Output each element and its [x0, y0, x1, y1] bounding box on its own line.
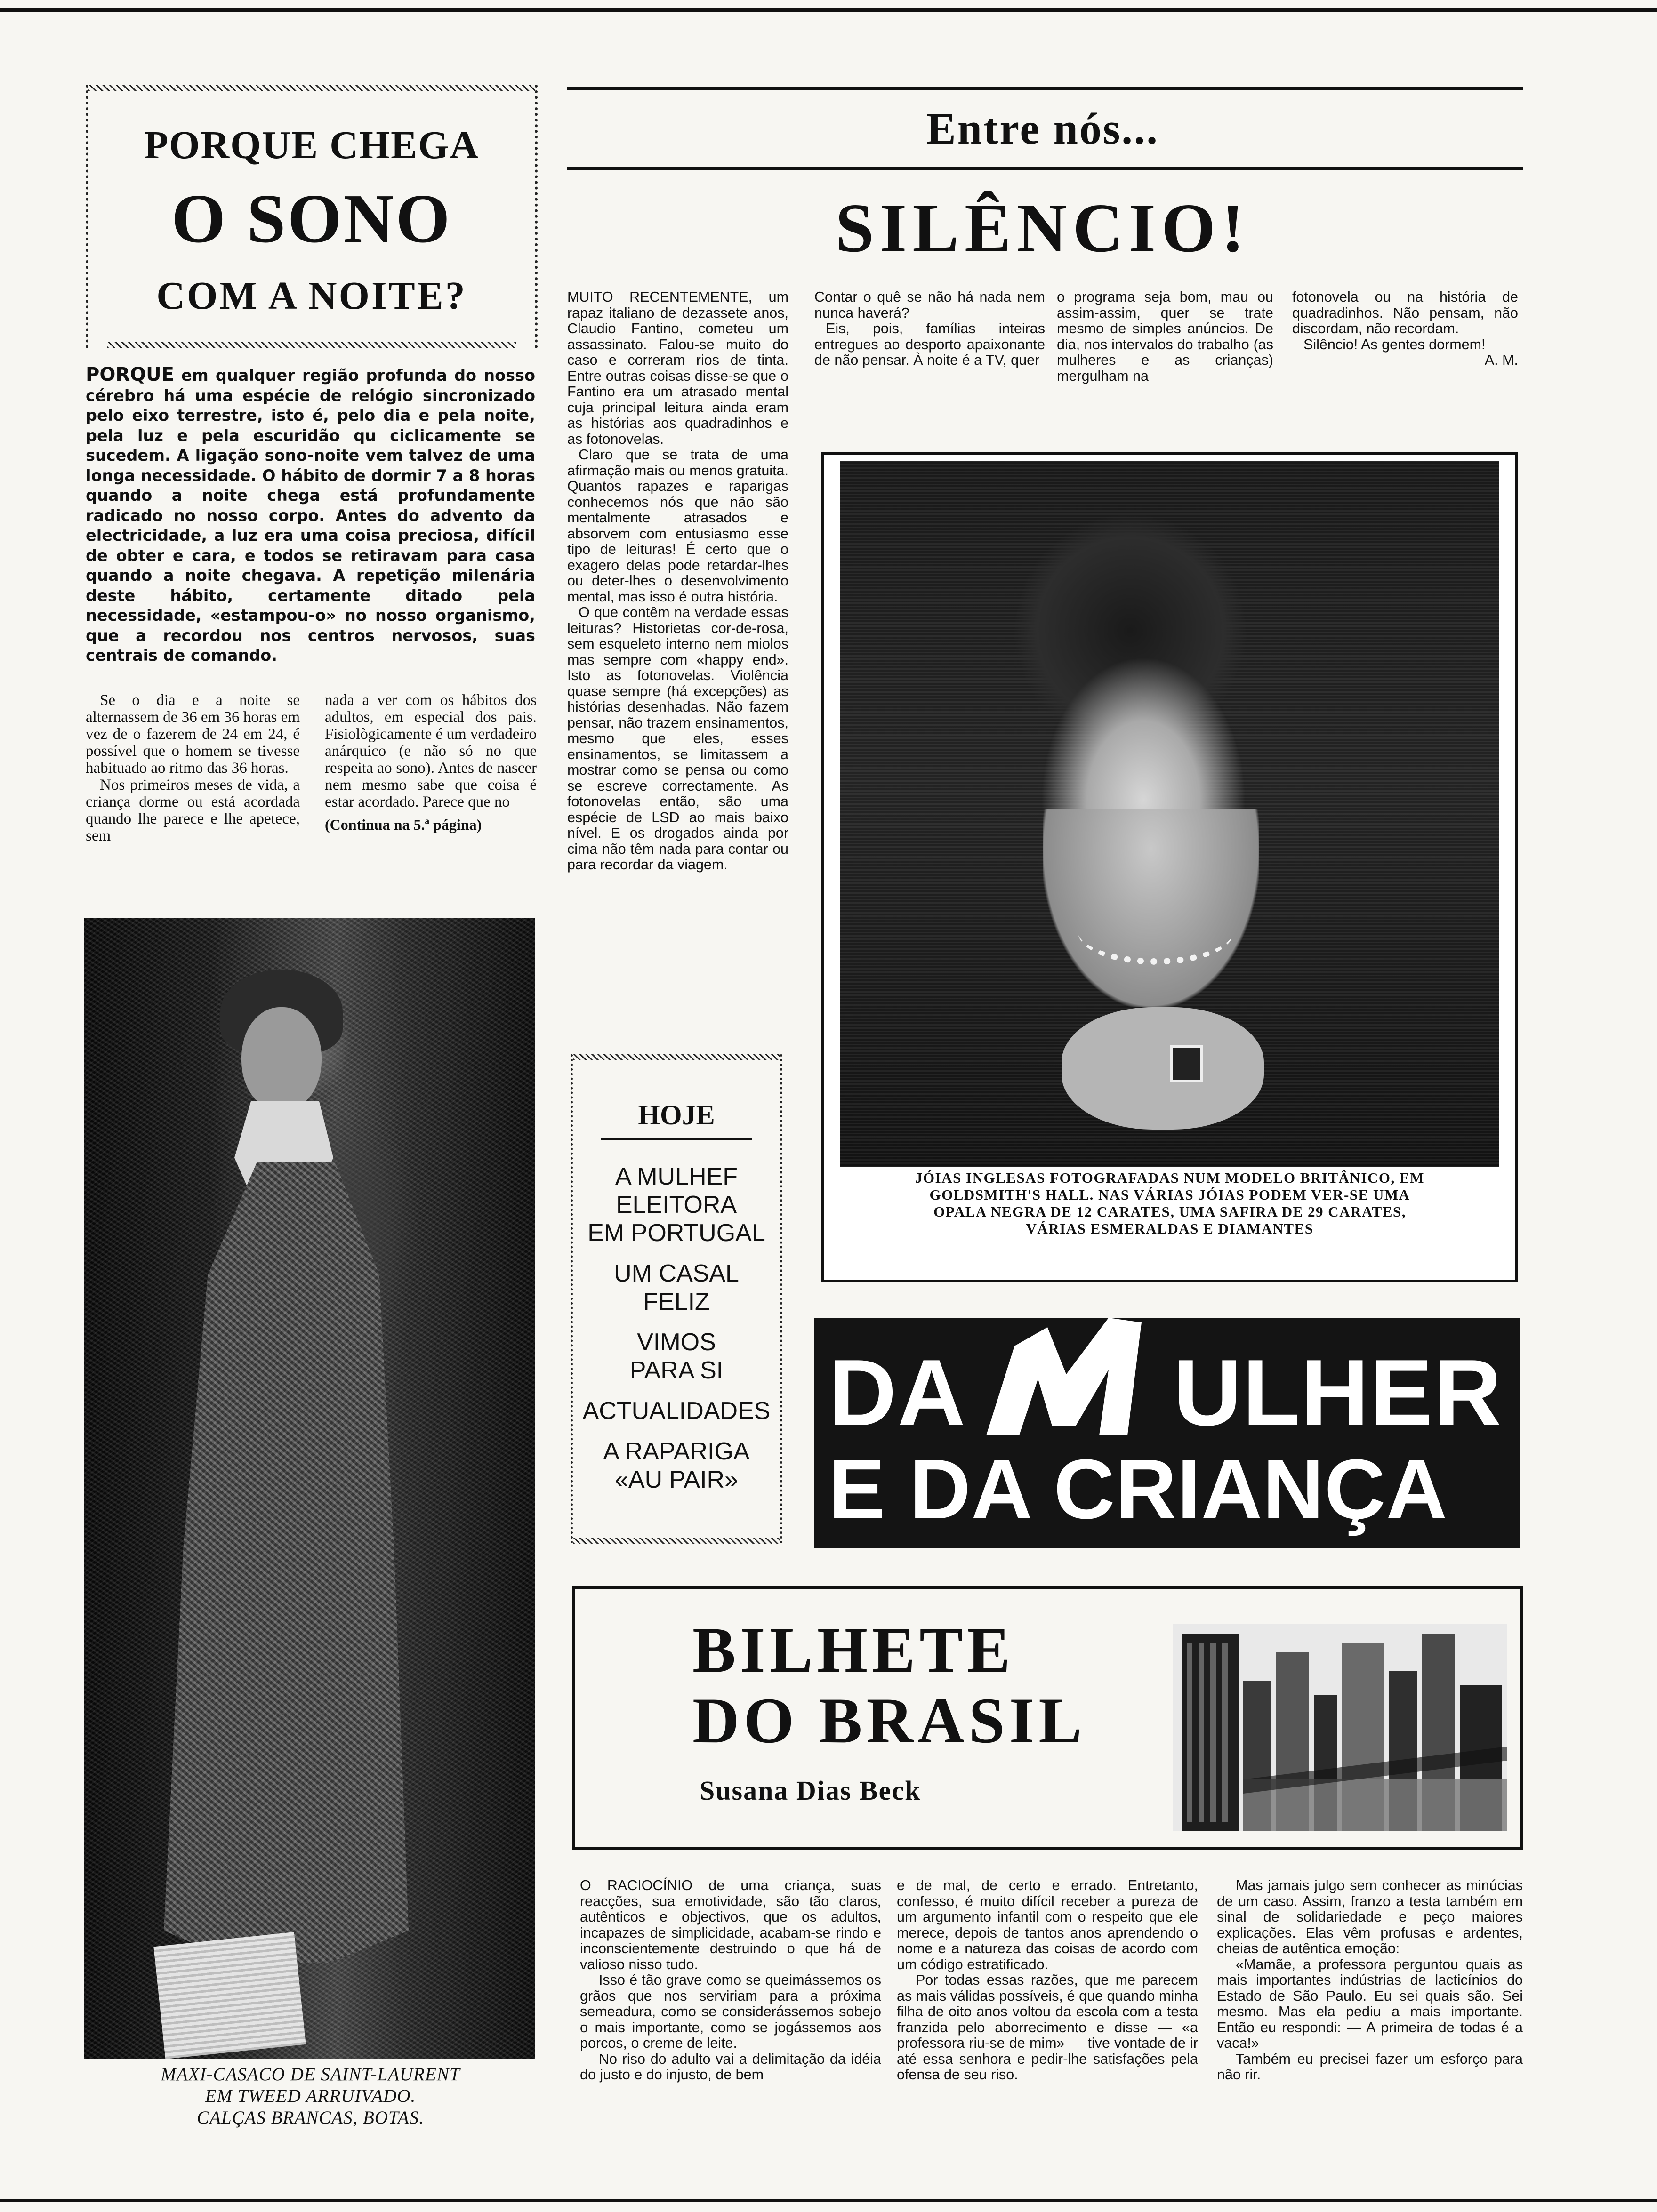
silencio-column-1: [567, 289, 788, 873]
paragraph: Silêncio! As gentes dormem!: [1303, 336, 1486, 353]
headline-line: PORQUE CHEGA: [144, 123, 480, 167]
photo-detail: [153, 1932, 306, 2059]
paragraph: Eis, pois, famílias inteiras entregues ao desporto apaixonante de não pensar. À noite é a TV, quer: [814, 321, 1045, 368]
jewelry-photo: [840, 461, 1499, 1167]
paragraph: MUITO RECENTEMENTE, um rapaz italiano de dezassete anos, Claudio Fantino, cometeu um assassinato. Falou-se muito do caso e correram rios de tinta. Entre outras coisas disse-se que o Fantino era um atrasado mental cuja principal leitura ainda eram as histórias aos quadradinhos e as fotonovelas.: [567, 289, 788, 447]
paragraph: Nos primeiros meses de vida, a criança dorme ou está acordada quando lhe parece e lhe apetece, sem: [86, 777, 300, 844]
paragraph: Mas jamais julgo sem conhecer as minúcias de um caso. Assim, franzo a testa também em sinal de solidariedade e peço maiores explicações. Elas vêm profusas e ardentes, cheias de autêntica emoção:: [1217, 1877, 1523, 1956]
paragraph: Contar o quê se não há nada nem nunca haverá?: [814, 289, 1045, 321]
ornament-border: [107, 342, 516, 348]
bilhete-title: DO BRASIL: [692, 1684, 1086, 1756]
photo-detail: [1078, 899, 1233, 965]
photo-detail: [1170, 1045, 1203, 1082]
index-item[interactable]: UM CASAL FELIZ: [614, 1260, 739, 1315]
caption-line: OPALA NEGRA DE 12 CARATES, UMA SAFIRA DE 29 CARATES,: [933, 1203, 1406, 1220]
paragraph: Isso é tão grave como se queimássemos os grãos que nos serviriam para a próxima semeadura, como se considerássemos sobejo o mais importante, como se jogássemos aos porcos, o creme de leite.: [580, 1972, 881, 2051]
headline-line: O SONO: [171, 180, 452, 257]
bilhete-column-3: [1217, 1878, 1523, 2083]
ornament-border: [88, 85, 535, 91]
bilhete-box: [572, 1586, 1523, 1850]
silencio-title: SILÊNCIO!: [835, 190, 1250, 267]
rule-line: [567, 167, 1523, 170]
photo-detail: [241, 1007, 322, 1111]
index-item[interactable]: A MULHEF ELEITORA EM PORTUGAL: [587, 1163, 765, 1247]
paragraph: «Mamãe, a professora perguntou quais as mais importantes indústrias de lacticínios do Estado de São Paulo. Eu sei quais são. Sei mesmo. Mas ela pediu a mais importante. Então eu respondi: — A primeira de todas é a vaca!»: [1217, 1956, 1523, 2051]
banner-line2: E DA CRIANÇA: [828, 1442, 1448, 1537]
index-item[interactable]: ACTUALIDADES: [582, 1397, 771, 1425]
caption-line: JÓIAS INGLESAS FOTOGRAFADAS NUM MODELO BRITÂNICO, EM: [915, 1170, 1424, 1186]
paragraph: Também eu precisei fazer um esforço para não rir.: [1217, 2051, 1523, 2083]
sono-headline-box: [86, 85, 538, 348]
sono-column-a: [86, 692, 300, 844]
banner-line1: [828, 1340, 1503, 1445]
top-border: [0, 8, 1657, 12]
photo-detail: [164, 1162, 409, 1963]
signature: A. M.: [1484, 352, 1518, 368]
city-skyline-illustration: [1173, 1624, 1507, 1831]
rule-line: [567, 87, 1523, 90]
bottom-border: [0, 2199, 1657, 2202]
photo-detail: [1062, 1007, 1264, 1130]
lead-initial-word: PORQUE: [86, 364, 174, 385]
hoje-items: [573, 1162, 780, 1506]
da-mulher-banner: [814, 1318, 1520, 1548]
bilhete-author: Susana Dias Beck: [700, 1775, 921, 1806]
continued-note: (Continua na 5.ª página): [325, 816, 482, 833]
headline-line: COM A NOITE?: [156, 274, 467, 318]
paragraph: O que contêm na verdade essas leituras? Historietas cor-de-rosa, sem esqueleto interno nem miolos mas sempre com «happy end». Isto as fotonovelas. Violência quase sempre (há excepções) as histórias desenhadas. Não fazem pensar, não trazem ensinamentos, mesmo que eles, esses ensinamentos, se limitassem a mostrar como se pensa ou como se escreve correctamente. As fotonovelas então, são uma espécie de LSD ao mais baixo nível. E os drogados ainda por cima não têm nada para contar ou para recordar da viagem.: [567, 604, 788, 873]
index-item[interactable]: A RAPARIGA «AU PAIR»: [603, 1438, 750, 1493]
banner-da: DA: [828, 1340, 966, 1445]
fashion-photo-caption: [86, 2064, 535, 2129]
bilhete-column-2: [897, 1878, 1198, 2083]
caption-line: CALÇAS BRANCAS, BOTAS.: [197, 2108, 424, 2128]
hoje-index-box: [571, 1054, 782, 1544]
caption-line: GOLDSMITH'S HALL. NAS VÁRIAS JÓIAS PODEM VER-SE UMA: [929, 1186, 1410, 1203]
ornament-border: [573, 1054, 780, 1060]
banner-ulher: ULHER: [1173, 1340, 1503, 1445]
silencio-column-4: [1292, 289, 1518, 369]
section-kicker: Entre nós...: [926, 104, 1159, 153]
lead-text: em qualquer região profunda do nosso cérebro há uma espécie de relógio sincronizado pelo eixo terrestre, isto é, pelo dia e pela noite, pela luz e pela escuridão qu ciclicamente se sucedem. A ligação sono-noite vem talvez de uma longa necessidade. O hábito de dormir 7 a 8 horas quando a noite chega está profundamente radicado no nosso corpo. Antes do advento da electricidade, a luz era uma coisa preciosa, difícil de obter e cara, e todos se retiravam para casa quando a noite chegava. A repetição milenária deste hábito, certamente ditado pela necessidade, «estampou-o» no nosso organismo, que a recordou nos centros nervosos, suas centrais de comando.: [86, 366, 535, 665]
silencio-column-3: [1057, 289, 1273, 384]
jewelry-photo-caption: [847, 1170, 1492, 1237]
paragraph: fotonovela ou na história de quadradinhos. Não pensam, não discordam, não recordam.: [1292, 289, 1518, 337]
silencio-column-2: [814, 289, 1045, 369]
paragraph: No riso do adulto vai a delimitação da idéia do justo e do injusto, de bem: [580, 2051, 881, 2083]
ornament-border: [573, 1538, 780, 1544]
sono-lead-paragraph: [86, 365, 535, 666]
caption-line: MAXI-CASACO DE SAINT-LAURENT: [161, 2064, 460, 2084]
paragraph: Claro que se trata de uma afirmação mais ou menos gratuita. Quantos rapazes e raparigas conhecemos nós que não são mentalmente atrasados e absorvem com entusiasmo esse tipo de leituras! É certo que o exagero delas pode retardar-lhes ou deter-lhes o desenvolvimento mental, mas isso é outra história.: [567, 447, 788, 605]
caption-line: VÁRIAS ESMERALDAS E DIAMANTES: [1026, 1220, 1314, 1237]
caption-line: EM TWEED ARRUIVADO.: [205, 2086, 416, 2106]
fashion-photo: [84, 918, 535, 2059]
hoje-title: HOJE: [638, 1099, 715, 1130]
index-item[interactable]: VIMOS PARA SI: [629, 1329, 724, 1384]
paragraph: e de mal, de certo e errado. Entretanto, confesso, é muito difícil receber a pureza de um argumento infantil com o respeito que ele merece, depois de tantos anos aprendendo o nome e a natureza das coisas de acordo com um código estratificado.: [897, 1877, 1198, 1972]
bilhete-title: BILHETE: [692, 1614, 1015, 1686]
paragraph: Se o dia e a noite se alternassem de 36 em 36 horas em vez de o fazerem de 24 em 24, é possível que o homem se tivesse habituado ao ritmo das 36 horas.: [86, 692, 300, 777]
paragraph: Por todas essas razões, que me parecem as mais válidas possíveis, é que quando minha filha de oito anos voltou da escola com a testa franzida pelo aborrecimento e disse — «a professora riu-se de mim» — tive vontade de ir até essa senhora e pedir-lhe satisfações pela ofensa de seu riso.: [897, 1972, 1198, 2083]
title-underline: [601, 1138, 752, 1140]
paragraph: nada a ver com os hábitos dos adultos, em especial dos pais. Fisiològicamente é um verdadeiro anárquico (e não só no que respeita ao sono). Antes de nascer nem mesmo sabe que coisa é estar acordado. Parece que no: [325, 692, 537, 810]
paragraph: O RACIOCÍNIO de uma criança, suas reacções, sua emotividade, são tão claros, autênticos e objectivos, que os adultos, incapazes de simplicidade, acabam-se rindo e inconscientemente destruindo o que há de valioso nisso tudo.: [580, 1877, 881, 1972]
sono-column-b: [325, 692, 537, 833]
paragraph: o programa seja bom, mau ou assim-assim, quer se trate mesmo de simples anúncios. De dia, nos intervalos do trabalho (as mulheres e as crianças) mergulham na: [1057, 289, 1273, 384]
bilhete-column-1: [580, 1878, 881, 2083]
